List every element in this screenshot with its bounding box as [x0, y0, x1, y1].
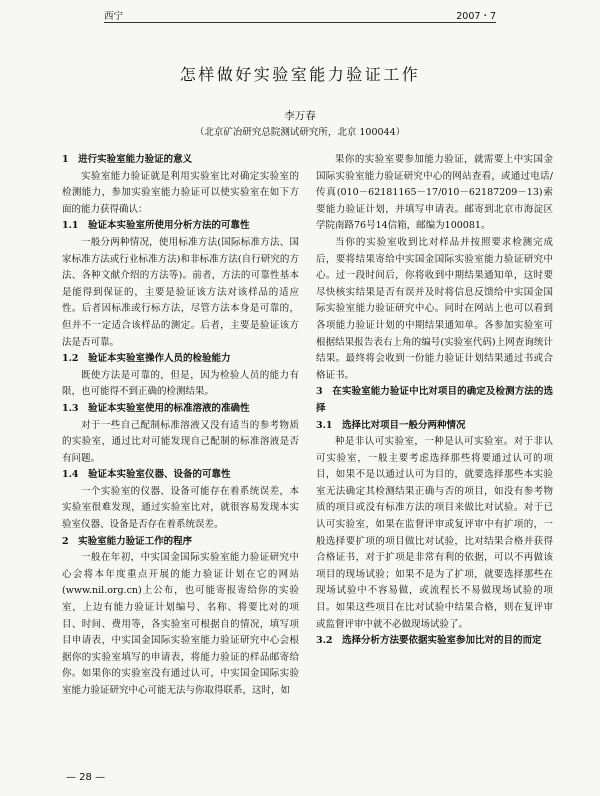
header-issue-date: 2007・7	[456, 11, 496, 22]
left-column	[62, 152, 299, 700]
section-heading: 3.1 选择比对项目一般分两种情况	[316, 419, 466, 431]
article-author: 李万春	[284, 110, 316, 122]
body-paragraph: 既使方法是可靠的，但是，因为检验人员的能力有限，也可能得不到正确的检测结果。	[62, 369, 299, 398]
body-paragraph: 种是非认可实验室，一种是认可实验室。对于非认可实验室，一般主要考虑选择那些将要通过认可的项目，如果不是以通过认可为目的，就要选择那些本实验室无法确定其检测结果正确与否的项目，如没有参考物质的项目或没有标准方法的项目来做比对试验。对于已认可实验室，如果在监督评审或复评审中有扩项的，一般选择要扩项的项目做比对试验，比对结果合格并获得合格证书，对于扩项是非常有利的依据，可以不再做该项目的现场试验；如果不是为了扩项，就要选择那些在现场试验中不容易做，或流程长不易做现场试验的项目。如果这些项目在比对试验中结果合格，则在复评审或监督评审中就不必做现场试验了。	[316, 436, 553, 630]
section-heading: 1.2 验证本实验室操作人员的检验能力	[62, 353, 231, 365]
body-paragraph: 对于一些自己配制标准溶液又没有适当的参考物质的实验室，通过比对可能发现自己配制的标准溶液是否有问题。	[62, 419, 299, 464]
page-number: — 28 —	[66, 772, 106, 783]
section-heading: 1.3 验证本实验室使用的标准溶液的准确性	[62, 402, 250, 414]
body-paragraph: 一般在年初，中实国金国际实验室能力验证研究中心会将本年度重点开展的能力验证计划在它的网站(www.nil.org.cn)上公布，也可能寄报寄给你的实验室，上边有能力验证计划编号、名称、将要比对的项目、时间、费用等，各实验室可根据自的情况，填写项目申请表，中实国金国际实验室能力验证研究中心会根据你的实验室填写的申请表，将能力验证的样品邮寄给你。如果你的实验室没有通过认可，中实国金国际实验室能力验证研究中心可能无法与你取得联系，这时，如	[62, 552, 299, 696]
section-heading: 2 实验室能力验证工作的程序	[62, 535, 193, 547]
article-title: 怎样做好实验室能力验证工作	[179, 65, 421, 84]
body-paragraph: 果你的实验室要参加能力验证，就需要上中实国金国际实验室能力验证研究中心的网站查看，或通过电话/传真(010－62181165－17/010－62187209－13)索要能力验证计划，并填写申请表。邮寄到北京市海淀区学院南路76号14信箱，邮编为100081。	[316, 154, 553, 232]
section-heading: 1.1 验证本实验室所使用分析方法的可靠性	[62, 220, 250, 232]
body-paragraph: 一般分两种情况，使用标准方法(国际标准方法、国家标准方法或行业标准方法)和非标准方法(自行研究的方法、各种文献介绍的方法等)。前者，方法的可靠性基本是能得到保证的，主要是验证该方法对该样品的适应性。后者因标准或行标方法，尽管方法本身是可靠的，但并不一定适合该样品的测定。后者，主要是验证该方法是否可靠。	[62, 236, 299, 348]
section-heading: 3 在实验室能力验证中比对项目的确定及检测方法的选择	[316, 386, 553, 414]
section-heading: 1.4 验证本实验室仪器、设备的可靠性	[62, 469, 231, 481]
right-column	[316, 152, 553, 650]
body-paragraph: 当你的实验室收到比对样品并按照要求检测完成后，要将结果寄给中实国金国际实验室能力验证研究中心。过一段时间后，你将收到中期结果通知单，这时要尽快核实结果是否有误并及时将信息反馈给中实国金国际实验室能力验证研究中心。同时在网站上也可以看到各项能力验证计划的中期结果通知单。各参加实验室可根据结果报告表右上角的编号(实验室代码)上网查询统计结果。最终将会收到一份能力验证计划结果通过书或合格证书。	[316, 236, 553, 381]
running-header	[104, 6, 496, 23]
section-heading: 1 进行实验室能力验证的意义	[62, 154, 193, 165]
section-heading: 3.2 选择分析方法要依据实验室参加比对的目的而定	[316, 635, 542, 647]
header-location: 西宁	[104, 11, 124, 22]
body-paragraph: 实验室能力验证就是利用实验室比对确定实验室的检测能力，参加实验室能力验证可以使实验室在如下方面的能力获得确认：	[62, 170, 299, 215]
author-affiliation: （北京矿冶研究总院测试研究所，北京 100044）	[194, 127, 406, 138]
body-paragraph: 一个实验室的仪器、设备可能存在着系统误差，本实验室很难发现，通过实验室比对，就很容易发现本实验室仪器、设备是否存在着系统误差。	[62, 485, 299, 531]
